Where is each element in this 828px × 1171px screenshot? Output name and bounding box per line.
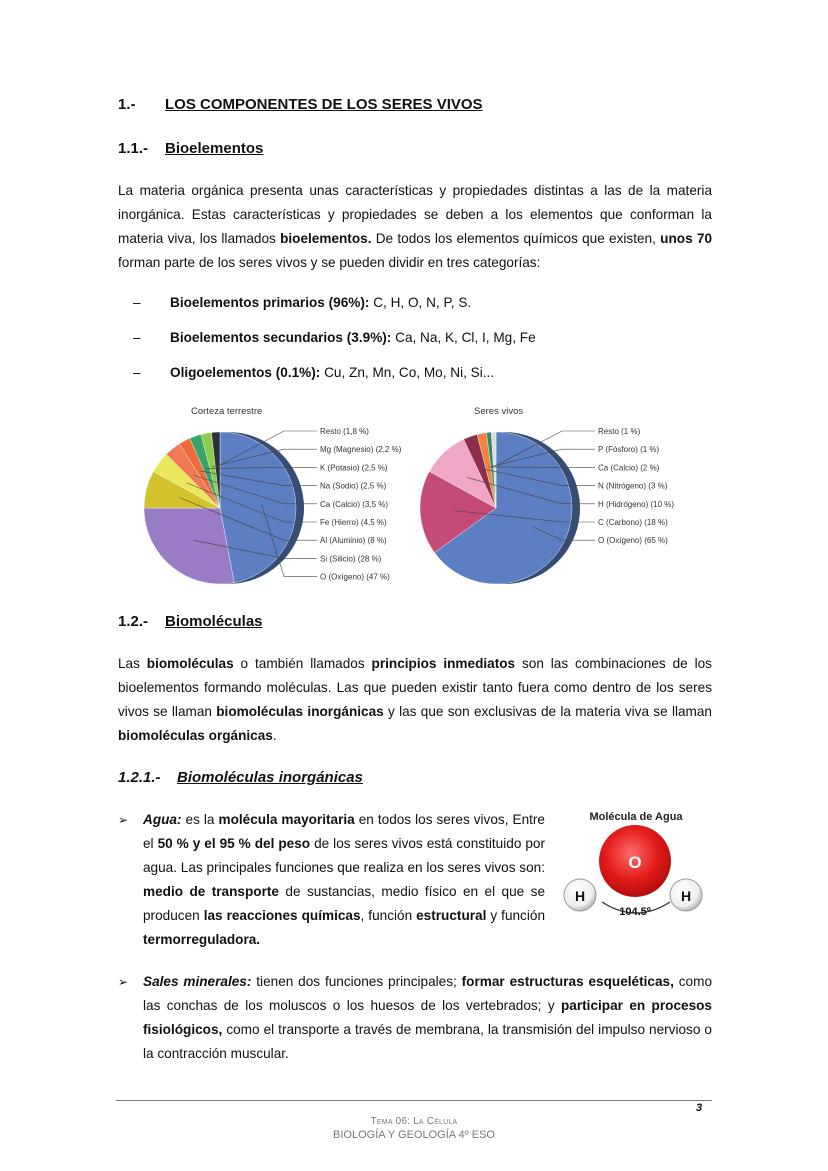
subsection-title: Biomoléculas xyxy=(165,613,263,630)
bold-text: biomoléculas inorgánicas xyxy=(216,704,384,719)
subsection-heading-bioelementos xyxy=(118,140,263,157)
legend-label: Resto (1,8 %) xyxy=(320,427,369,436)
biomoleculas-paragraph xyxy=(118,652,712,748)
text: en todos los seres vivos, Entre el xyxy=(143,812,545,851)
text: son las combinaciones de los bioelementos formando moléculas. Las que pueden existir tanto fuera como dentro de los seres vivos se llaman xyxy=(118,656,712,719)
text: Las xyxy=(118,656,147,671)
legend-label: P (Fósforo) (1 %) xyxy=(598,445,660,455)
legend-label: Al (Aluminio) (8 %) xyxy=(320,536,387,546)
subsection-number: 1.2.- xyxy=(118,613,149,630)
water-molecule-figure xyxy=(558,806,713,924)
item-label: Sales minerales: xyxy=(143,974,252,989)
legend-label: Ca (Calcio) (3,5 %) xyxy=(320,499,389,509)
bold-text: biomoléculas orgánicas xyxy=(118,728,273,743)
bold-text: biomoléculas xyxy=(146,656,234,671)
legend-label: O (Oxígeno) (65 %) xyxy=(598,536,668,546)
sales-item xyxy=(118,970,712,1066)
agua-item xyxy=(118,808,545,952)
category-label: Oligoelementos (0.1%): xyxy=(170,365,321,380)
bullet-dash: – xyxy=(133,330,141,345)
legend-label: Na (Sodio) (2,5 %) xyxy=(320,481,387,491)
intro-text-2: De todos los elementos químicos que existen, xyxy=(371,231,661,246)
chart-title-corteza: Corteza terrestre xyxy=(191,406,263,417)
pie-slice-o xyxy=(220,432,296,583)
text: . xyxy=(272,728,277,743)
category-label: Bioelementos primarios (96%): xyxy=(170,295,370,310)
legend-label: Resto (1 %) xyxy=(598,427,641,436)
legend-label: Si (Silicio) (28 %) xyxy=(320,554,382,564)
legend-label: H (Hidrógeno) (10 %) xyxy=(598,499,675,509)
text: y las que son exclusivas de la materia viva se llaman xyxy=(383,704,712,719)
intro-paragraph xyxy=(118,179,712,275)
pie-charts-figure xyxy=(130,398,690,594)
section-title: LOS COMPONENTES DE LOS SERES VIVOS xyxy=(165,96,483,113)
legend-label: C (Carbono) (18 %) xyxy=(598,518,668,527)
bold-text: participar en procesos fisiológicos, xyxy=(143,998,712,1037)
subsubsection-heading xyxy=(118,769,363,786)
text: como el transporte a través de membrana, la transmisión del impulso nervioso o la contracción muscular. xyxy=(143,1022,712,1061)
legend-label: K (Potasio) (2,5 %) xyxy=(320,463,388,473)
section-heading xyxy=(118,96,483,113)
text: de los seres vivos está constituido por agua. Las principales funciones que realiza en los seres vivos son: xyxy=(143,836,546,875)
bold-text: molécula mayoritaria xyxy=(218,812,355,827)
subsection-number: 1.1.- xyxy=(118,140,149,157)
intro-bold-1: bioelementos. xyxy=(280,231,372,246)
chart-title-seres-vivos: Seres vivos xyxy=(474,406,524,417)
text: o también llamados xyxy=(233,656,372,671)
hydrogen-label-right: H xyxy=(680,888,692,904)
category-value: Ca, Na, K, Cl, I, Mg, Fe xyxy=(391,330,536,345)
legend-label: Ca (Calcio) (2 %) xyxy=(598,463,660,473)
category-label: Bioelementos secundarios (3.9%): xyxy=(170,330,392,345)
footer-subject: BIOLOGÍA Y GEOLOGÍA 4º ESO xyxy=(333,1129,495,1141)
text: es la xyxy=(181,812,219,827)
legend-label: N (Nitrógeno) (3 %) xyxy=(598,481,668,491)
footer-topic: Tema 06: La Célula xyxy=(370,1116,458,1127)
bond-angle-label: 104.5º xyxy=(619,906,651,918)
intro-bold-2: unos 70 xyxy=(660,231,712,246)
text: tienen dos funciones principales; xyxy=(251,974,462,989)
text: , función xyxy=(360,908,417,923)
arrow-bullet-icon: ➢ xyxy=(118,813,129,827)
category-value: Cu, Zn, Mn, Co, Mo, Ni, Si... xyxy=(320,365,495,380)
text: de sustancias, medio físico en el que se producen xyxy=(143,884,545,923)
subsection-title: Bioelementos xyxy=(165,140,264,157)
subsection-heading-biomoleculas xyxy=(118,613,263,630)
intro-text-1: La materia orgánica presenta unas características y propiedades distintas a las de la materia inorgánica. Estas características y propiedades se deben a los elementos que conforman la materia viva, los llamados xyxy=(118,183,712,246)
oxygen-label: O xyxy=(628,853,642,872)
text: como las conchas de los moluscos o los huesos de los vertebrados; y xyxy=(143,974,712,1013)
intro-text-3: forman parte de los seres vivos y se pueden dividir en tres categorías: xyxy=(118,255,541,270)
page-number: 3 xyxy=(696,1102,703,1114)
legend-label: Fe (Hierro) (4,5 %) xyxy=(320,518,387,527)
section-number: 1.- xyxy=(118,96,136,113)
arrow-bullet-icon: ➢ xyxy=(118,975,129,989)
text: y función xyxy=(486,908,545,923)
bold-text: medio de transporte xyxy=(143,884,279,899)
footer-divider xyxy=(116,1100,712,1101)
subsubsection-title: Biomoléculas inorgánicas xyxy=(177,769,363,786)
bold-text: principios inmediatos xyxy=(371,656,516,671)
item-label: Agua: xyxy=(143,812,182,827)
category-value: C, H, O, N, P, S. xyxy=(369,295,472,310)
legend-label: O (Oxígeno) (47 %) xyxy=(320,572,390,582)
bold-text: termorreguladora. xyxy=(143,932,261,947)
bold-text: estructural xyxy=(416,908,487,923)
subsubsection-number: 1.2.1.- xyxy=(118,769,161,786)
legend-label: Mg (Magnesio) (2,2 %) xyxy=(320,445,402,455)
hydrogen-label-left: H xyxy=(574,888,586,904)
bold-text: las reacciones químicas xyxy=(203,908,361,923)
bold-text: formar estructuras esqueléticas, xyxy=(461,974,674,989)
bold-text: 50 % y el 95 % del peso xyxy=(157,836,311,851)
bullet-dash: – xyxy=(133,295,141,310)
bullet-dash: – xyxy=(133,365,141,380)
molecule-title: Molécula de Agua xyxy=(589,811,683,823)
